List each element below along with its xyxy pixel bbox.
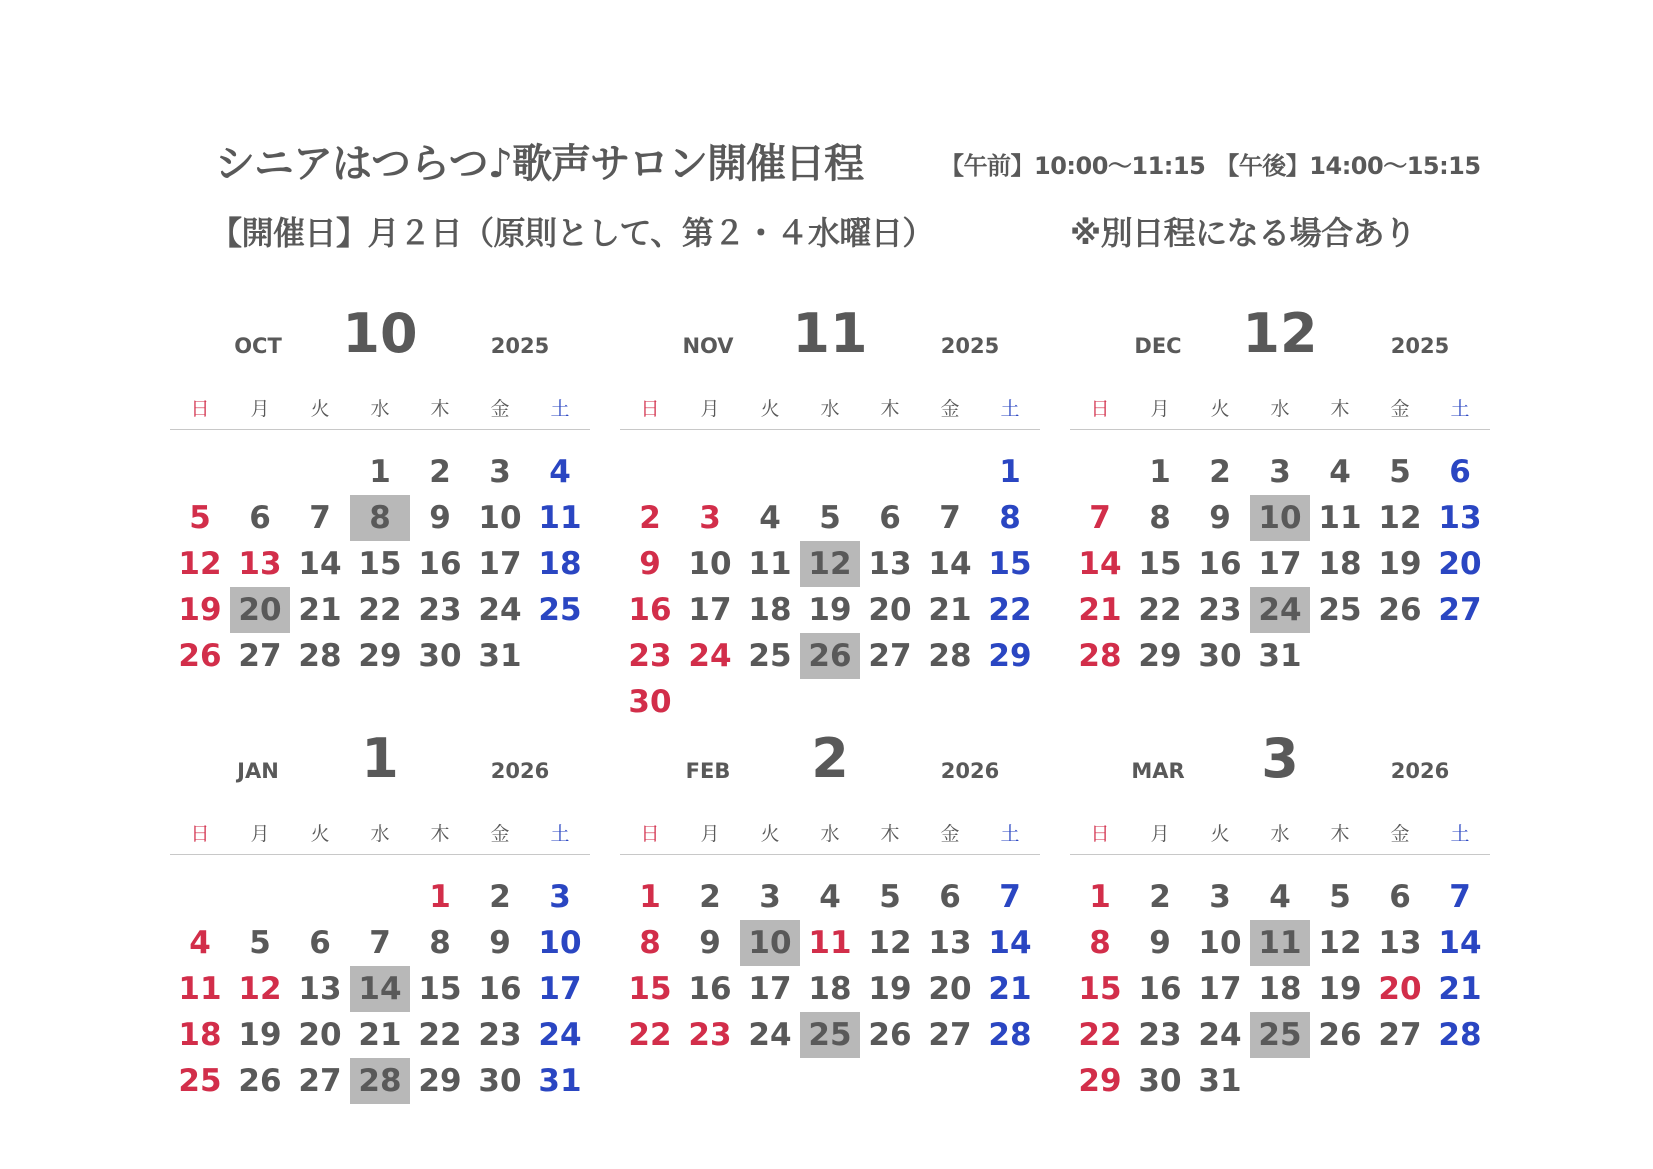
calendar-day: 6 — [879, 500, 901, 536]
calendar-day: 8 — [639, 925, 661, 961]
calendar-day: 27 — [238, 638, 282, 674]
month-year: 2026 — [490, 759, 550, 783]
weekday-header — [170, 810, 590, 855]
calendar-day: 3 — [549, 879, 571, 915]
calendar-day: 14 — [1438, 925, 1482, 961]
weekday-label: 土 — [550, 822, 570, 845]
calendar-day: 27 — [868, 638, 912, 674]
calendar-day: 4 — [759, 500, 781, 536]
calendar-day: 4 — [1329, 454, 1351, 490]
empty-cell — [350, 874, 410, 920]
weekday-label: 水 — [820, 397, 840, 420]
month-calendar-dec — [1070, 302, 1490, 679]
calendar-day: 26 — [868, 1017, 912, 1053]
calendar-day: 22 — [1078, 1017, 1122, 1053]
month-calendar-feb — [620, 727, 1040, 1058]
calendar-day: 30 — [1198, 638, 1242, 674]
calendar-day: 30 — [1138, 1063, 1182, 1099]
calendar-day: 15 — [418, 971, 462, 1007]
event-day: 25 — [800, 1012, 860, 1058]
afternoon-hours: 【午後】14:00〜15:15 — [1215, 152, 1481, 180]
weekday-label: 金 — [940, 822, 960, 845]
event-day: 8 — [350, 495, 410, 541]
calendar-day: 5 — [819, 500, 841, 536]
event-day: 24 — [1250, 587, 1310, 633]
page-title: シニアはつらつ♪歌声サロン開催日程 — [215, 141, 864, 187]
calendar-day: 1 — [369, 454, 391, 490]
weekday-header — [170, 385, 590, 430]
calendar-day: 23 — [628, 638, 672, 674]
weekday-label: 金 — [940, 397, 960, 420]
weekday-label: 火 — [1210, 822, 1230, 845]
calendar-day: 29 — [358, 638, 402, 674]
calendar-day: 12 — [238, 971, 282, 1007]
calendar-day: 8 — [1089, 925, 1111, 961]
calendar-day: 7 — [309, 500, 331, 536]
calendar-day: 2 — [699, 879, 721, 915]
month-abbr: MAR — [1131, 759, 1185, 783]
calendar-day: 13 — [298, 971, 342, 1007]
weekday-label: 火 — [310, 822, 330, 845]
calendar-day: 6 — [1449, 454, 1471, 490]
calendar-day: 29 — [1138, 638, 1182, 674]
calendar-day: 21 — [1438, 971, 1482, 1007]
calendar-day: 21 — [358, 1017, 402, 1053]
month-number: 10 — [342, 302, 418, 365]
calendar-day: 7 — [939, 500, 961, 536]
calendar-day: 31 — [1258, 638, 1302, 674]
weekday-label: 木 — [430, 397, 450, 420]
calendar-day: 3 — [489, 454, 511, 490]
calendar-day: 15 — [988, 546, 1032, 582]
calendar-day: 5 — [1389, 454, 1411, 490]
calendar-day: 19 — [238, 1017, 282, 1053]
weekday-label: 水 — [370, 822, 390, 845]
empty-cell — [230, 449, 290, 495]
calendar-day: 15 — [628, 971, 672, 1007]
empty-cell — [1070, 449, 1130, 495]
calendar-day: 13 — [238, 546, 282, 582]
calendar-day: 2 — [489, 879, 511, 915]
calendar-day: 20 — [298, 1017, 342, 1053]
empty-cell — [680, 449, 740, 495]
empty-cell — [800, 449, 860, 495]
calendar-day: 26 — [1318, 1017, 1362, 1053]
calendar-day: 30 — [628, 684, 672, 720]
event-day: 10 — [1250, 495, 1310, 541]
calendar-day: 14 — [1078, 546, 1122, 582]
weekday-header — [1070, 385, 1490, 430]
calendar-day: 4 — [1269, 879, 1291, 915]
weekday-label: 土 — [1450, 822, 1470, 845]
month-header — [1070, 302, 1490, 385]
calendar-day: 28 — [1438, 1017, 1482, 1053]
calendar-day: 2 — [1209, 454, 1231, 490]
calendar-day: 28 — [1078, 638, 1122, 674]
calendar-day: 3 — [759, 879, 781, 915]
calendar-day: 21 — [1078, 592, 1122, 628]
schedule-rule: 【開催日】月２日（原則として、第２・４水曜日） — [210, 214, 934, 252]
calendar-day: 6 — [249, 500, 271, 536]
calendar-day: 25 — [1318, 592, 1362, 628]
weekday-label: 金 — [490, 397, 510, 420]
empty-cell — [620, 449, 680, 495]
month-number: 11 — [792, 302, 868, 365]
empty-cell — [290, 874, 350, 920]
weekday-label: 金 — [1390, 397, 1410, 420]
weekday-label: 土 — [1450, 397, 1470, 420]
morning-hours: 【午前】10:00〜11:15 — [940, 152, 1206, 180]
weekday-label: 日 — [1090, 397, 1110, 420]
calendar-day: 24 — [538, 1017, 582, 1053]
calendar-day: 28 — [298, 638, 342, 674]
day-grid — [620, 449, 1040, 725]
weekday-label: 日 — [640, 822, 660, 845]
calendar-day: 14 — [928, 546, 972, 582]
calendar-day: 24 — [1198, 1017, 1242, 1053]
day-grid — [1070, 449, 1490, 679]
calendar-day: 16 — [688, 971, 732, 1007]
month-abbr: DEC — [1134, 334, 1182, 358]
event-day: 28 — [350, 1058, 410, 1104]
calendar-day: 17 — [478, 546, 522, 582]
calendar-day: 18 — [1318, 546, 1362, 582]
event-day: 26 — [800, 633, 860, 679]
weekday-label: 日 — [640, 397, 660, 420]
calendar-day: 26 — [178, 638, 222, 674]
calendar-day: 23 — [1138, 1017, 1182, 1053]
calendar-day: 15 — [1078, 971, 1122, 1007]
calendar-day: 1 — [429, 879, 451, 915]
calendar-day: 22 — [988, 592, 1032, 628]
calendar-day: 9 — [639, 546, 661, 582]
month-number: 3 — [1261, 727, 1299, 790]
empty-cell — [230, 874, 290, 920]
calendar-day: 14 — [988, 925, 1032, 961]
calendar-day: 15 — [358, 546, 402, 582]
calendar-day: 21 — [298, 592, 342, 628]
weekday-label: 月 — [1150, 397, 1170, 420]
month-year: 2025 — [1390, 334, 1450, 358]
weekday-label: 火 — [1210, 397, 1230, 420]
weekday-label: 水 — [1270, 397, 1290, 420]
calendar-day: 16 — [1138, 971, 1182, 1007]
calendar-day: 18 — [178, 1017, 222, 1053]
day-grid — [620, 874, 1040, 1058]
calendar-day: 9 — [699, 925, 721, 961]
calendar-day: 13 — [928, 925, 972, 961]
calendar-day: 1 — [999, 454, 1021, 490]
calendar-day: 3 — [699, 500, 721, 536]
calendar-day: 30 — [478, 1063, 522, 1099]
calendar-day: 25 — [178, 1063, 222, 1099]
event-day: 11 — [1250, 920, 1310, 966]
weekday-label: 木 — [430, 822, 450, 845]
empty-cell — [290, 449, 350, 495]
calendar-day: 28 — [928, 638, 972, 674]
weekday-label: 土 — [1000, 397, 1020, 420]
weekday-header — [1070, 810, 1490, 855]
calendar-day: 22 — [1138, 592, 1182, 628]
weekday-label: 月 — [250, 397, 270, 420]
month-year: 2025 — [490, 334, 550, 358]
calendar-day: 12 — [1378, 500, 1422, 536]
calendar-day: 7 — [1089, 500, 1111, 536]
weekday-label: 日 — [1090, 822, 1110, 845]
weekday-label: 日 — [190, 822, 210, 845]
calendar-day: 5 — [879, 879, 901, 915]
calendar-day: 15 — [1138, 546, 1182, 582]
calendar-day: 31 — [478, 638, 522, 674]
calendar-day: 4 — [549, 454, 571, 490]
month-year: 2026 — [940, 759, 1000, 783]
weekday-label: 火 — [760, 397, 780, 420]
calendar-day: 10 — [1198, 925, 1242, 961]
day-grid — [170, 874, 590, 1104]
calendar-day: 20 — [1438, 546, 1482, 582]
calendar-day: 28 — [988, 1017, 1032, 1053]
weekday-label: 火 — [310, 397, 330, 420]
calendar-day: 9 — [1149, 925, 1171, 961]
calendar-day: 13 — [1438, 500, 1482, 536]
month-number: 2 — [811, 727, 849, 790]
calendar-day: 20 — [868, 592, 912, 628]
calendar-day: 31 — [1198, 1063, 1242, 1099]
calendar-day: 19 — [178, 592, 222, 628]
calendar-day: 9 — [1209, 500, 1231, 536]
calendar-day: 16 — [478, 971, 522, 1007]
calendar-day: 3 — [1209, 879, 1231, 915]
calendar-day: 2 — [1149, 879, 1171, 915]
calendar-day: 17 — [1258, 546, 1302, 582]
calendar-day: 7 — [999, 879, 1021, 915]
calendar-day: 18 — [748, 592, 792, 628]
calendar-day: 31 — [538, 1063, 582, 1099]
calendar-day: 18 — [1258, 971, 1302, 1007]
calendar-day: 16 — [628, 592, 672, 628]
weekday-label: 金 — [1390, 822, 1410, 845]
day-grid — [1070, 874, 1490, 1104]
calendar-day: 8 — [429, 925, 451, 961]
month-abbr: FEB — [685, 759, 731, 783]
calendar-day: 24 — [688, 638, 732, 674]
calendar-day: 25 — [538, 592, 582, 628]
day-grid — [170, 449, 590, 679]
calendar-day: 12 — [868, 925, 912, 961]
calendar-day: 7 — [369, 925, 391, 961]
weekday-label: 月 — [1150, 822, 1170, 845]
calendar-day: 10 — [478, 500, 522, 536]
weekday-label: 木 — [880, 397, 900, 420]
calendar-day: 12 — [178, 546, 222, 582]
calendar-day: 23 — [418, 592, 462, 628]
weekday-label: 水 — [370, 397, 390, 420]
weekday-label: 土 — [550, 397, 570, 420]
calendar-day: 19 — [808, 592, 852, 628]
calendar-day: 20 — [1378, 971, 1422, 1007]
calendar-day: 11 — [538, 500, 582, 536]
calendar-day: 17 — [1198, 971, 1242, 1007]
calendar-day: 24 — [478, 592, 522, 628]
calendar-day: 2 — [639, 500, 661, 536]
calendar-day: 17 — [688, 592, 732, 628]
calendar-day: 23 — [688, 1017, 732, 1053]
weekday-label: 月 — [700, 822, 720, 845]
calendar-day: 2 — [429, 454, 451, 490]
calendar-day: 29 — [988, 638, 1032, 674]
empty-cell — [920, 449, 980, 495]
calendar-day: 22 — [628, 1017, 672, 1053]
weekday-label: 火 — [760, 822, 780, 845]
calendar-day: 11 — [178, 971, 222, 1007]
calendar-day: 22 — [358, 592, 402, 628]
calendar-day: 4 — [189, 925, 211, 961]
month-header — [170, 727, 590, 810]
calendar-day: 21 — [928, 592, 972, 628]
month-calendar-oct — [170, 302, 590, 679]
calendar-day: 19 — [868, 971, 912, 1007]
calendar-day: 30 — [418, 638, 462, 674]
calendar-day: 27 — [298, 1063, 342, 1099]
month-abbr: OCT — [234, 334, 282, 358]
weekday-label: 水 — [1270, 822, 1290, 845]
calendar-day: 18 — [538, 546, 582, 582]
calendar-day: 12 — [1318, 925, 1362, 961]
weekday-label: 木 — [880, 822, 900, 845]
schedule-note: ※別日程になる場合あり — [1070, 214, 1416, 252]
month-year: 2025 — [940, 334, 1000, 358]
calendar-day: 27 — [1438, 592, 1482, 628]
event-day: 25 — [1250, 1012, 1310, 1058]
calendar-day: 5 — [249, 925, 271, 961]
month-header — [1070, 727, 1490, 810]
calendar-day: 29 — [1078, 1063, 1122, 1099]
weekday-label: 水 — [820, 822, 840, 845]
calendar-day: 11 — [748, 546, 792, 582]
calendar-day: 27 — [928, 1017, 972, 1053]
weekday-label: 木 — [1330, 397, 1350, 420]
calendar-day: 14 — [298, 546, 342, 582]
calendar-day: 4 — [819, 879, 841, 915]
calendar-day: 3 — [1269, 454, 1291, 490]
calendar-day: 29 — [418, 1063, 462, 1099]
calendar-day: 16 — [1198, 546, 1242, 582]
calendar-day: 10 — [538, 925, 582, 961]
month-header — [620, 727, 1040, 810]
calendar-day: 22 — [418, 1017, 462, 1053]
calendar-day: 13 — [1378, 925, 1422, 961]
calendar-day: 27 — [1378, 1017, 1422, 1053]
calendar-day: 11 — [808, 925, 852, 961]
month-number: 1 — [361, 727, 399, 790]
calendar-day: 6 — [309, 925, 331, 961]
event-day: 10 — [740, 920, 800, 966]
calendar-day: 19 — [1318, 971, 1362, 1007]
calendar-day: 25 — [748, 638, 792, 674]
calendar-day: 8 — [999, 500, 1021, 536]
calendar-day: 24 — [748, 1017, 792, 1053]
calendar-day: 5 — [1329, 879, 1351, 915]
empty-cell — [740, 449, 800, 495]
calendar-day: 18 — [808, 971, 852, 1007]
calendar-day: 10 — [688, 546, 732, 582]
weekday-label: 月 — [700, 397, 720, 420]
event-day: 20 — [230, 587, 290, 633]
month-number: 12 — [1242, 302, 1318, 365]
calendar-day: 21 — [988, 971, 1032, 1007]
month-header — [620, 302, 1040, 385]
calendar-day: 8 — [1149, 500, 1171, 536]
empty-cell — [860, 449, 920, 495]
calendar-day: 7 — [1449, 879, 1471, 915]
month-year: 2026 — [1390, 759, 1450, 783]
calendar-day: 5 — [189, 500, 211, 536]
weekday-label: 土 — [1000, 822, 1020, 845]
empty-cell — [170, 449, 230, 495]
month-calendar-jan — [170, 727, 590, 1104]
calendar-day: 1 — [1089, 879, 1111, 915]
weekday-label: 月 — [250, 822, 270, 845]
calendar-day: 17 — [538, 971, 582, 1007]
weekday-header — [620, 810, 1040, 855]
weekday-header — [620, 385, 1040, 430]
calendar-day: 26 — [1378, 592, 1422, 628]
calendar-day: 17 — [748, 971, 792, 1007]
event-day: 14 — [350, 966, 410, 1012]
weekday-label: 日 — [190, 397, 210, 420]
calendar-day: 1 — [639, 879, 661, 915]
calendar-day: 9 — [489, 925, 511, 961]
calendar-day: 1 — [1149, 454, 1171, 490]
month-calendar-mar — [1070, 727, 1490, 1104]
weekday-label: 木 — [1330, 822, 1350, 845]
calendar-day: 9 — [429, 500, 451, 536]
event-day: 12 — [800, 541, 860, 587]
calendar-day: 6 — [1389, 879, 1411, 915]
empty-cell — [170, 874, 230, 920]
month-calendar-nov — [620, 302, 1040, 725]
calendar-day: 19 — [1378, 546, 1422, 582]
calendar-day: 11 — [1318, 500, 1362, 536]
calendar-day: 20 — [928, 971, 972, 1007]
calendar-day: 26 — [238, 1063, 282, 1099]
calendar-day: 13 — [868, 546, 912, 582]
month-abbr: JAN — [237, 759, 279, 783]
weekday-label: 金 — [490, 822, 510, 845]
calendar-day: 23 — [478, 1017, 522, 1053]
session-hours — [940, 146, 1491, 181]
calendar-day: 16 — [418, 546, 462, 582]
calendar-day: 23 — [1198, 592, 1242, 628]
month-abbr: NOV — [682, 334, 734, 358]
month-header — [170, 302, 590, 385]
calendar-day: 6 — [939, 879, 961, 915]
